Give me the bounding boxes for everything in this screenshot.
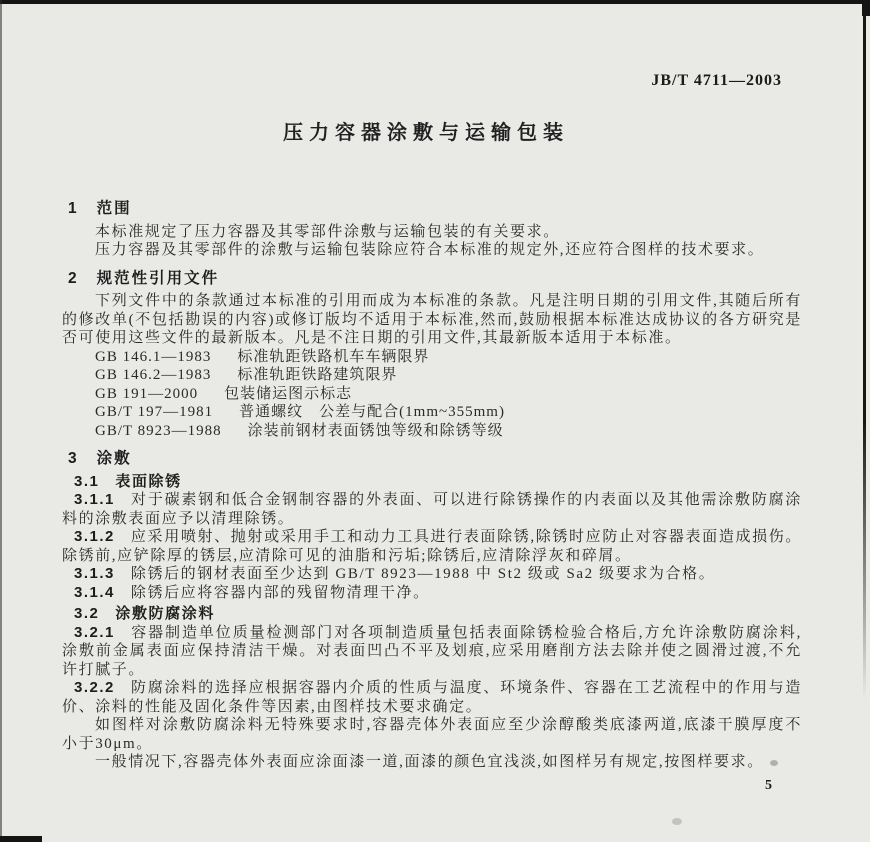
section-3-heading [68, 450, 802, 469]
clause-number: 3.1 [74, 472, 100, 490]
reference-item [95, 385, 802, 404]
clause-3-1-4 [62, 584, 802, 603]
section-number: 1 [68, 200, 79, 217]
reference-code: GB/T 197—1981 [95, 404, 214, 420]
scan-edge-right-corner [862, 0, 870, 16]
clause-3-1-3 [62, 565, 802, 584]
clause-number: 3.1.4 [74, 583, 115, 601]
normative-references-list [95, 348, 802, 441]
clause-text: 容器制造单位质量检测部门对各项制造质量包括表面除锈检验合格后,方允许涂敷防腐涂料,涂敷前金属表面应保持清洁干燥。对表面凹凸不平及划痕,应采用磨削方法去除并使之圆滑过渡,不允许打腻子。 [62, 624, 802, 678]
scan-edge-bottom-left [0, 836, 42, 842]
reference-code: GB 146.2—1983 [95, 367, 212, 383]
clause-number: 3.2 [74, 605, 100, 622]
paragraph: 如图样对涂敷防腐涂料无特殊要求时,容器壳体外表面应至少涂醇酸类底漆两道,底漆干膜厚度不小于30μm。 [62, 717, 802, 752]
section-number: 2 [68, 269, 79, 287]
page-number: 5 [765, 777, 772, 793]
section-number: 3 [68, 450, 79, 467]
reference-item [95, 403, 802, 422]
reference-item [95, 422, 802, 441]
clause-3-2 [62, 605, 802, 624]
paragraph: 下列文件中的条款通过本标准的引用而成为本标准的条款。凡是注明日期的引用文件,其随后所有的修改单(不包括勘误的内容)或修订版均不适用于本标准,然而,鼓励根据本标准达成协议的各方研究是否可使用这些文件的最新版本。凡是不注日期的引用文件,其最新版本适用于本标准。 [62, 293, 802, 346]
standard-code: JB/T 4711—2003 [651, 72, 782, 89]
reference-item [95, 348, 802, 367]
clause-text: 表面除锈 [115, 472, 182, 490]
clause-number: 3.2.2 [74, 679, 115, 696]
section-1-heading [68, 200, 802, 219]
reference-code: GB 146.1—1983 [95, 348, 212, 365]
section-title: 涂敷 [96, 450, 132, 467]
document-title: 压力容器涂敷与运输包装 [283, 122, 569, 144]
clause-number: 3.2.1 [74, 623, 115, 641]
clause-3-1-2 [62, 528, 802, 565]
section-2-heading [68, 270, 802, 289]
clause-text: 对于碳素钢和低合金钢制容器的外表面、可以进行除锈操作的内表面以及其他需涂敷防腐涂料的涂敷表面应予以清理除锈。 [62, 492, 802, 527]
reference-title: 标准轨距铁路建筑限界 [237, 367, 398, 383]
reference-title: 包装储运图示标志 [224, 385, 353, 402]
clause-3-1 [62, 473, 802, 492]
paragraph: 一般情况下,容器壳体外表面应涂面漆一道,面漆的颜色宜浅淡,如图样另有规定,按图样要求。 [95, 754, 764, 770]
clause-text: 防腐涂料的选择应根据容器内介质的性质与温度、环境条件、容器在工艺流程中的作用与造价、涂料的性能及固化条件等因素,由图样技术要求确定。 [62, 680, 802, 715]
section-title: 规范性引用文件 [96, 269, 220, 287]
clause-3-1-1 [62, 491, 802, 528]
clause-text: 除锈后应将容器内部的残留物清理干净。 [130, 584, 430, 601]
scan-speck [672, 818, 682, 825]
scan-edge-right [863, 0, 866, 700]
reference-code: GB 191—2000 [95, 385, 199, 402]
paragraph: 压力容器及其零部件的涂敷与运输包装除应符合本标准的规定外,还应符合图样的技术要求。 [95, 242, 765, 258]
reference-title: 标准轨距铁路机车车辆限界 [237, 348, 430, 365]
scan-edge-top [0, 0, 870, 4]
clause-text: 涂敷防腐涂料 [115, 605, 215, 622]
reference-title: 普通螺纹 公差与配合(1mm~355mm) [239, 404, 505, 420]
reference-item [95, 366, 802, 385]
clause-3-2-2 [62, 679, 802, 716]
clause-text: 应采用喷射、抛射或采用手工和动力工具进行表面除锈,除锈时应防止对容器表面造成损伤。除锈前,应铲除厚的锈层,应清除可见的油脂和污垢;除锈后,应清除浮灰和碎屑。 [62, 529, 802, 564]
clause-number: 3.1.3 [74, 565, 115, 582]
paragraph: 本标准规定了压力容器及其零部件涂敷与运输包装的有关要求。 [95, 223, 560, 240]
clause-text: 除锈后的钢材表面至少达到 GB/T 8923—1988 中 St2 级或 Sa2 级要求为合格。 [130, 566, 716, 582]
clause-3-2-1 [62, 624, 802, 680]
section-title: 范围 [96, 200, 132, 217]
clause-number: 3.1.2 [74, 528, 115, 545]
reference-code: GB/T 8923—1988 [95, 422, 222, 439]
reference-title: 涂装前钢材表面锈蚀等级和除锈等级 [247, 422, 504, 439]
clause-number: 3.1.1 [74, 491, 115, 508]
document-body [62, 190, 802, 795]
